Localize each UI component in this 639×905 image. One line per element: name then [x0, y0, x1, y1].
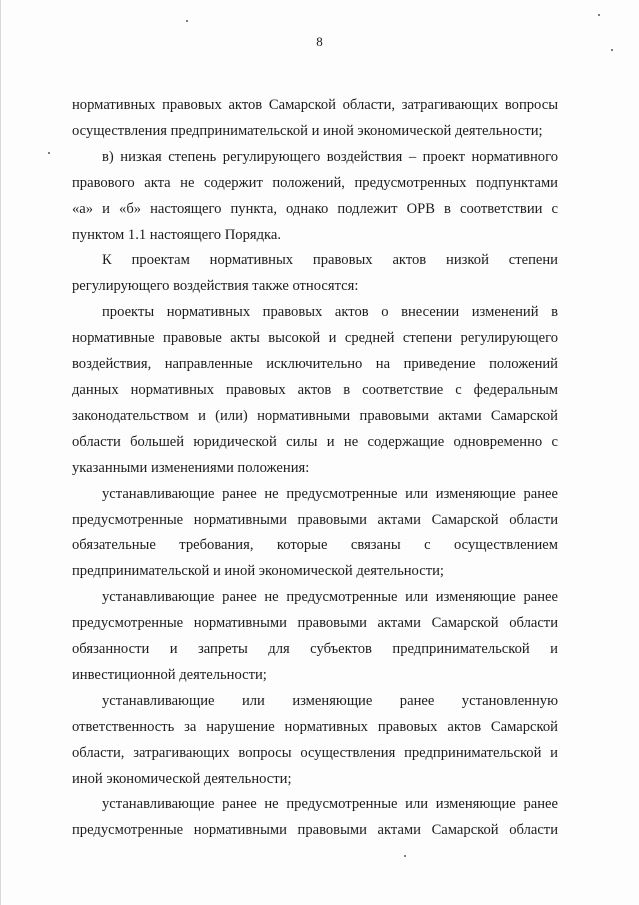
text-line: устанавливающие ранее не предусмотренные или изменяющие ранее [102, 485, 558, 502]
text-line: данных нормативных правовых актов в соответствие с федеральным [72, 381, 558, 398]
text-line: регулирующего воздействия также относятся: [72, 278, 359, 295]
text-line: обязательные требования, которые связаны с осуществлением [72, 537, 558, 554]
text-line: осуществления предпринимательской и иной экономической деятельности; [72, 122, 543, 139]
text-line: воздействия, направленные исключительно на приведение положений [72, 356, 558, 373]
scan-speck [611, 49, 613, 51]
text-line: устанавливающие ранее не предусмотренные или изменяющие ранее [102, 796, 558, 813]
text-line: правового акта не содержит положений, предусмотренных подпунктами [72, 174, 558, 191]
text-line: обязанности и запреты для субъектов предпринимательской и [72, 641, 558, 658]
text-line: предусмотренные нормативными правовыми актами Самарской области [72, 822, 558, 839]
text-line: устанавливающие или изменяющие ранее установленную [102, 692, 558, 709]
text-line: нормативные правовые акты высокой и средней степени регулирующего [72, 330, 558, 347]
text-line: предусмотренные нормативными правовыми актами Самарской области [72, 615, 558, 632]
text-line: в) низкая степень регулирующего воздействия – проект нормативного [102, 148, 558, 165]
text-line: указанными изменениями положения: [72, 459, 310, 476]
scan-speck [186, 20, 188, 22]
text-line: инвестиционной деятельности; [72, 666, 267, 683]
text-line: законодательством и (или) нормативными правовыми актами Самарской [72, 407, 558, 424]
document-body [72, 93, 558, 844]
text-line: предпринимательской и иной экономической деятельности; [72, 563, 444, 580]
text-line: предусмотренные нормативными правовыми актами Самарской области [72, 511, 558, 528]
page-number: 8 [316, 34, 323, 49]
text-line: ответственность за нарушение нормативных правовых актов Самарской [72, 718, 558, 735]
text-line: области большей юридической силы и не содержащие одновременно с [72, 433, 558, 450]
scan-speck [404, 855, 406, 857]
text-line: К проектам нормативных правовых актов низкой степени [102, 252, 558, 269]
scan-edge [0, 0, 1, 905]
text-line: устанавливающие ранее не предусмотренные или изменяющие ранее [102, 589, 558, 606]
text-line: проекты нормативных правовых актов о внесении изменений в [102, 304, 558, 321]
text-line: нормативных правовых актов Самарской области, затрагивающих вопросы [72, 97, 558, 113]
text-line: пунктом 1.1 настоящего Порядка. [72, 226, 282, 243]
scan-speck [48, 152, 50, 154]
text-line: области, затрагивающих вопросы осуществления предпринимательской и [72, 744, 558, 761]
text-line: «а» и «б» настоящего пункта, однако подлежит ОРВ в соответствии с [72, 200, 558, 217]
scan-speck [598, 14, 600, 16]
text-line: иной экономической деятельности; [72, 770, 292, 787]
